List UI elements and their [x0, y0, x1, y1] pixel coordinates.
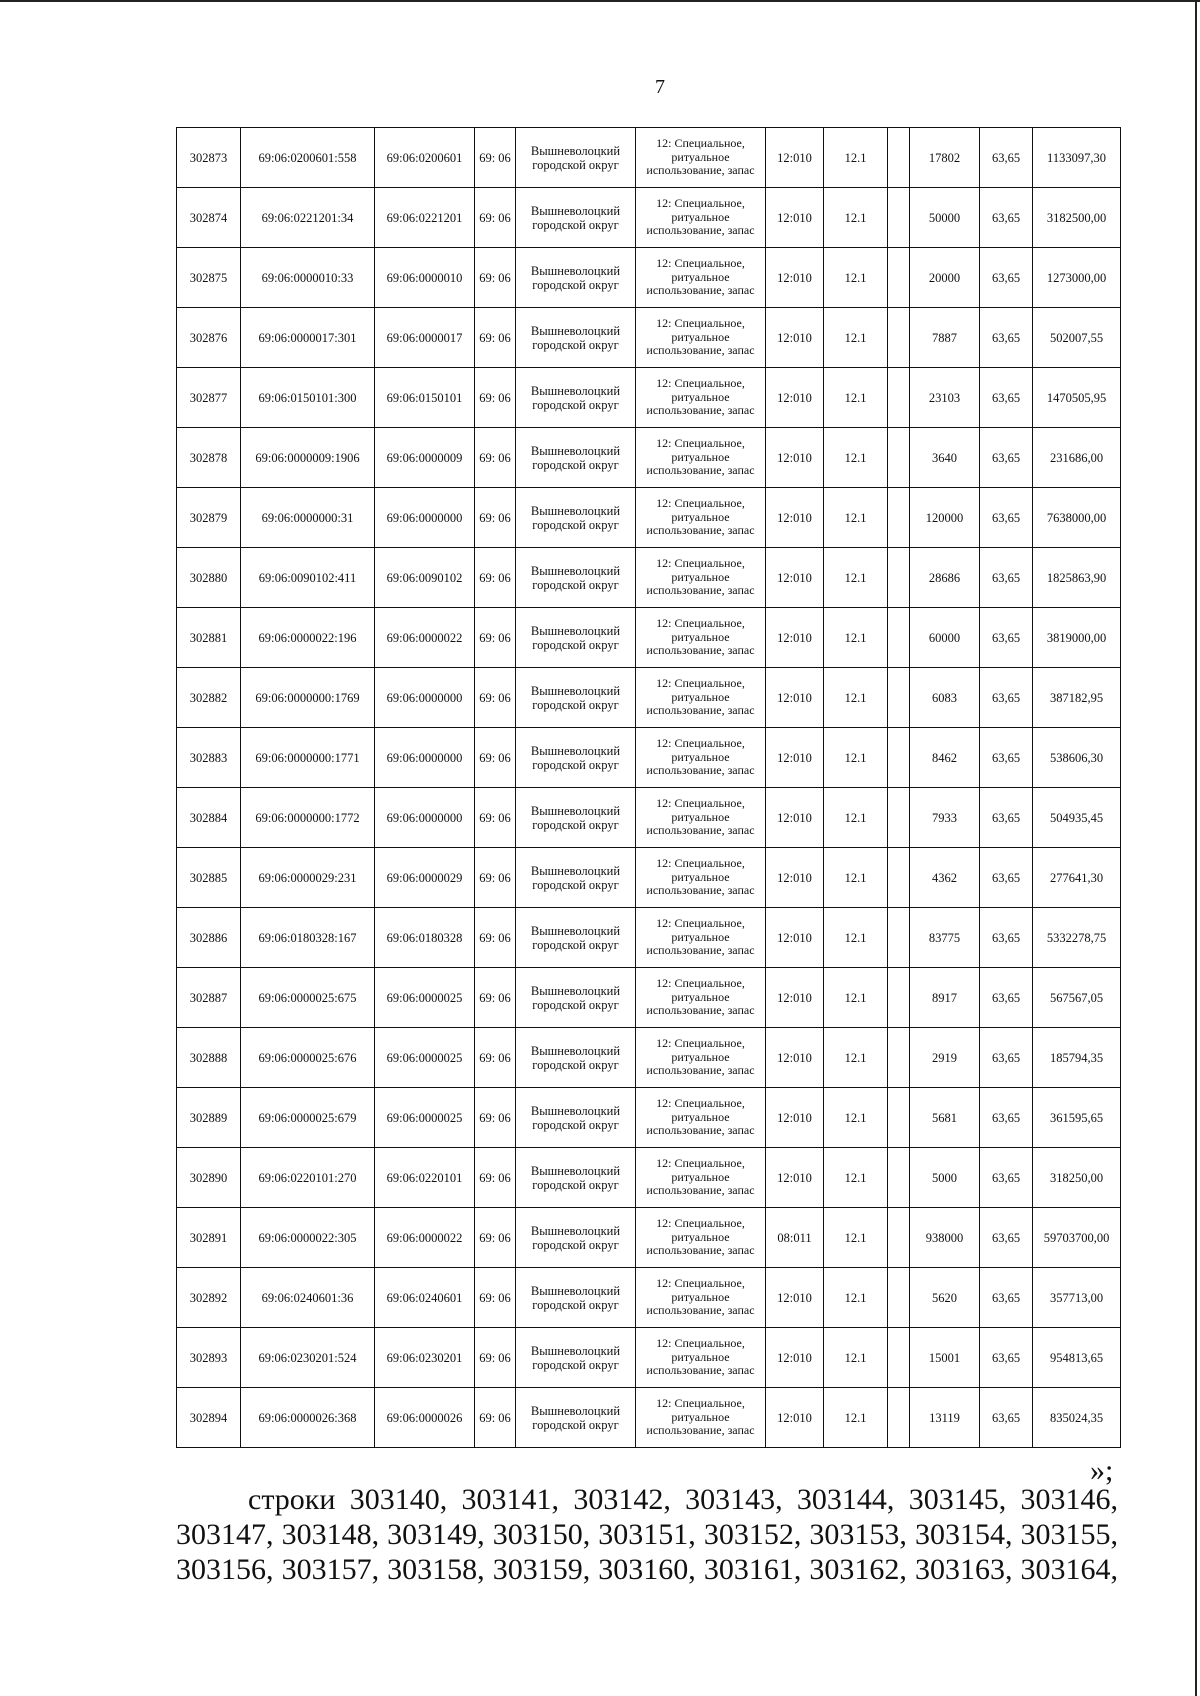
area-cell: 60000	[910, 608, 980, 668]
row-id-cell: 302887	[177, 968, 241, 1028]
table-row	[177, 1328, 1121, 1388]
specific-value-cell: 63,65	[980, 608, 1033, 668]
cadastral-quarter-cell: 69:06:0000025	[375, 1028, 475, 1088]
municipality-cell: Вышневолоцкий городской округ	[516, 548, 636, 608]
row-id-cell: 302882	[177, 668, 241, 728]
cadastral-number-cell: 69:06:0000017:301	[241, 308, 375, 368]
region-code-cell: 69: 06	[475, 548, 516, 608]
empty-cell	[888, 668, 910, 728]
land-use-cell: 12: Специальное, ритуальное использование, запас	[636, 608, 766, 668]
region-code-cell: 69: 06	[475, 1388, 516, 1448]
group-code-cell: 12.1	[824, 788, 888, 848]
land-use-cell: 12: Специальное, ритуальное использование, запас	[636, 128, 766, 188]
group-code-cell: 12.1	[824, 368, 888, 428]
group-code-cell: 12.1	[824, 1268, 888, 1328]
use-code-cell: 12:010	[766, 1148, 824, 1208]
region-code-cell: 69: 06	[475, 848, 516, 908]
use-code-cell: 08:011	[766, 1208, 824, 1268]
row-id-cell: 302892	[177, 1268, 241, 1328]
cadastral-value-cell: 387182,95	[1033, 668, 1121, 728]
table-row	[177, 368, 1121, 428]
specific-value-cell: 63,65	[980, 488, 1033, 548]
table-row	[177, 908, 1121, 968]
region-code-cell: 69: 06	[475, 968, 516, 1028]
group-code-cell: 12.1	[824, 248, 888, 308]
municipality-cell: Вышневолоцкий городской округ	[516, 908, 636, 968]
empty-cell	[888, 368, 910, 428]
group-code-cell: 12.1	[824, 488, 888, 548]
cadastral-quarter-cell: 69:06:0000000	[375, 488, 475, 548]
region-code-cell: 69: 06	[475, 368, 516, 428]
table-body	[177, 128, 1121, 1448]
empty-cell	[888, 1208, 910, 1268]
page-number: 7	[655, 76, 665, 98]
empty-cell	[888, 848, 910, 908]
cadastral-value-cell: 59703700,00	[1033, 1208, 1121, 1268]
table-row	[177, 1028, 1121, 1088]
specific-value-cell: 63,65	[980, 788, 1033, 848]
cadastral-number-cell: 69:06:0180328:167	[241, 908, 375, 968]
land-use-cell: 12: Специальное, ритуальное использование, запас	[636, 1328, 766, 1388]
page-right-border	[1195, 0, 1197, 1696]
group-code-cell: 12.1	[824, 1208, 888, 1268]
area-cell: 938000	[910, 1208, 980, 1268]
specific-value-cell: 63,65	[980, 668, 1033, 728]
municipality-cell: Вышневолоцкий городской округ	[516, 608, 636, 668]
cadastral-number-cell: 69:06:0000000:1772	[241, 788, 375, 848]
group-code-cell: 12.1	[824, 668, 888, 728]
empty-cell	[888, 968, 910, 1028]
land-use-cell: 12: Специальное, ритуальное использование, запас	[636, 1268, 766, 1328]
municipality-cell: Вышневолоцкий городской округ	[516, 428, 636, 488]
table-row	[177, 488, 1121, 548]
land-use-cell: 12: Специальное, ритуальное использование, запас	[636, 188, 766, 248]
area-cell: 23103	[910, 368, 980, 428]
land-use-cell: 12: Специальное, ритуальное использование, запас	[636, 668, 766, 728]
table-row	[177, 1268, 1121, 1328]
municipality-cell: Вышневолоцкий городской округ	[516, 1388, 636, 1448]
cadastral-value-cell: 1133097,30	[1033, 128, 1121, 188]
cadastral-quarter-cell: 69:06:0090102	[375, 548, 475, 608]
row-id-cell: 302873	[177, 128, 241, 188]
municipality-cell: Вышневолоцкий городской округ	[516, 668, 636, 728]
municipality-cell: Вышневолоцкий городской округ	[516, 1328, 636, 1388]
group-code-cell: 12.1	[824, 308, 888, 368]
row-id-cell: 302880	[177, 548, 241, 608]
group-code-cell: 12.1	[824, 1328, 888, 1388]
cadastral-quarter-cell: 69:06:0240601	[375, 1268, 475, 1328]
area-cell: 8917	[910, 968, 980, 1028]
use-code-cell: 12:010	[766, 1088, 824, 1148]
municipality-cell: Вышневолоцкий городской округ	[516, 1028, 636, 1088]
table-row	[177, 428, 1121, 488]
cadastral-number-cell: 69:06:0000029:231	[241, 848, 375, 908]
specific-value-cell: 63,65	[980, 1028, 1033, 1088]
cadastral-number-cell: 69:06:0000025:675	[241, 968, 375, 1028]
row-id-cell: 302889	[177, 1088, 241, 1148]
use-code-cell: 12:010	[766, 1388, 824, 1448]
municipality-cell: Вышневолоцкий городской округ	[516, 308, 636, 368]
cadastral-quarter-cell: 69:06:0200601	[375, 128, 475, 188]
area-cell: 3640	[910, 428, 980, 488]
specific-value-cell: 63,65	[980, 1148, 1033, 1208]
cadastral-quarter-cell: 69:06:0000000	[375, 728, 475, 788]
row-id-cell: 302881	[177, 608, 241, 668]
use-code-cell: 12:010	[766, 188, 824, 248]
land-use-cell: 12: Специальное, ритуальное использование, запас	[636, 488, 766, 548]
specific-value-cell: 63,65	[980, 1208, 1033, 1268]
land-use-cell: 12: Специальное, ритуальное использование, запас	[636, 368, 766, 428]
empty-cell	[888, 1328, 910, 1388]
cadastral-quarter-cell: 69:06:0000009	[375, 428, 475, 488]
group-code-cell: 12.1	[824, 1028, 888, 1088]
cadastral-value-cell: 835024,35	[1033, 1388, 1121, 1448]
cadastral-number-cell: 69:06:0000025:679	[241, 1088, 375, 1148]
municipality-cell: Вышневолоцкий городской округ	[516, 788, 636, 848]
table-row	[177, 128, 1121, 188]
area-cell: 2919	[910, 1028, 980, 1088]
empty-cell	[888, 728, 910, 788]
cadastral-value-cell: 567567,05	[1033, 968, 1121, 1028]
cadastral-quarter-cell: 69:06:0000017	[375, 308, 475, 368]
specific-value-cell: 63,65	[980, 188, 1033, 248]
table-row	[177, 1208, 1121, 1268]
use-code-cell: 12:010	[766, 1328, 824, 1388]
land-use-cell: 12: Специальное, ритуальное использование, запас	[636, 548, 766, 608]
municipality-cell: Вышневолоцкий городской округ	[516, 488, 636, 548]
region-code-cell: 69: 06	[475, 1028, 516, 1088]
region-code-cell: 69: 06	[475, 188, 516, 248]
group-code-cell: 12.1	[824, 548, 888, 608]
land-use-cell: 12: Специальное, ритуальное использование, запас	[636, 788, 766, 848]
use-code-cell: 12:010	[766, 848, 824, 908]
empty-cell	[888, 188, 910, 248]
cadastral-number-cell: 69:06:0000022:305	[241, 1208, 375, 1268]
land-use-cell: 12: Специальное, ритуальное использование, запас	[636, 1028, 766, 1088]
amendment-paragraph	[176, 1482, 1118, 1587]
cadastral-value-cell: 1470505,95	[1033, 368, 1121, 428]
area-cell: 7933	[910, 788, 980, 848]
group-code-cell: 12.1	[824, 188, 888, 248]
empty-cell	[888, 248, 910, 308]
group-code-cell: 12.1	[824, 728, 888, 788]
specific-value-cell: 63,65	[980, 1328, 1033, 1388]
empty-cell	[888, 128, 910, 188]
group-code-cell: 12.1	[824, 968, 888, 1028]
use-code-cell: 12:010	[766, 608, 824, 668]
land-use-cell: 12: Специальное, ритуальное использование, запас	[636, 428, 766, 488]
cadastral-number-cell: 69:06:0240601:36	[241, 1268, 375, 1328]
region-code-cell: 69: 06	[475, 1328, 516, 1388]
empty-cell	[888, 908, 910, 968]
region-code-cell: 69: 06	[475, 728, 516, 788]
table-row	[177, 728, 1121, 788]
group-code-cell: 12.1	[824, 128, 888, 188]
cadastral-number-cell: 69:06:0000022:196	[241, 608, 375, 668]
cadastral-value-cell: 3182500,00	[1033, 188, 1121, 248]
land-use-cell: 12: Специальное, ритуальное использование, запас	[636, 1148, 766, 1208]
cadastral-number-cell: 69:06:0000026:368	[241, 1388, 375, 1448]
cadastral-number-cell: 69:06:0000009:1906	[241, 428, 375, 488]
area-cell: 4362	[910, 848, 980, 908]
cadastral-value-cell: 1273000,00	[1033, 248, 1121, 308]
row-id-cell: 302875	[177, 248, 241, 308]
cadastral-quarter-cell: 69:06:0000010	[375, 248, 475, 308]
table-row	[177, 1388, 1121, 1448]
use-code-cell: 12:010	[766, 788, 824, 848]
use-code-cell: 12:010	[766, 128, 824, 188]
land-use-cell: 12: Специальное, ритуальное использование, запас	[636, 1388, 766, 1448]
group-code-cell: 12.1	[824, 608, 888, 668]
area-cell: 7887	[910, 308, 980, 368]
region-code-cell: 69: 06	[475, 1268, 516, 1328]
cadastral-quarter-cell: 69:06:0000000	[375, 668, 475, 728]
region-code-cell: 69: 06	[475, 248, 516, 308]
table-row	[177, 548, 1121, 608]
specific-value-cell: 63,65	[980, 128, 1033, 188]
cadastral-number-cell: 69:06:0000025:676	[241, 1028, 375, 1088]
paragraph-line: строки 303140, 303141, 303142, 303143, 303144, 303145, 303146,	[248, 1483, 1118, 1516]
specific-value-cell: 63,65	[980, 968, 1033, 1028]
specific-value-cell: 63,65	[980, 1268, 1033, 1328]
table-row	[177, 1088, 1121, 1148]
use-code-cell: 12:010	[766, 968, 824, 1028]
municipality-cell: Вышневолоцкий городской округ	[516, 248, 636, 308]
municipality-cell: Вышневолоцкий городской округ	[516, 188, 636, 248]
table-row	[177, 668, 1121, 728]
row-id-cell: 302874	[177, 188, 241, 248]
land-use-cell: 12: Специальное, ритуальное использование, запас	[636, 968, 766, 1028]
row-id-cell: 302876	[177, 308, 241, 368]
municipality-cell: Вышневолоцкий городской округ	[516, 128, 636, 188]
cadastral-value-cell: 5332278,75	[1033, 908, 1121, 968]
use-code-cell: 12:010	[766, 728, 824, 788]
land-use-cell: 12: Специальное, ритуальное использование, запас	[636, 848, 766, 908]
cadastral-quarter-cell: 69:06:0000029	[375, 848, 475, 908]
land-use-cell: 12: Специальное, ритуальное использование, запас	[636, 908, 766, 968]
region-code-cell: 69: 06	[475, 428, 516, 488]
cadastral-value-cell: 231686,00	[1033, 428, 1121, 488]
area-cell: 17802	[910, 128, 980, 188]
cadastral-value-cell: 954813,65	[1033, 1328, 1121, 1388]
area-cell: 5000	[910, 1148, 980, 1208]
cadastral-number-cell: 69:06:0220101:270	[241, 1148, 375, 1208]
region-code-cell: 69: 06	[475, 668, 516, 728]
land-use-cell: 12: Специальное, ритуальное использование, запас	[636, 728, 766, 788]
municipality-cell: Вышневолоцкий городской округ	[516, 1088, 636, 1148]
region-code-cell: 69: 06	[475, 488, 516, 548]
empty-cell	[888, 788, 910, 848]
table-row	[177, 188, 1121, 248]
use-code-cell: 12:010	[766, 248, 824, 308]
municipality-cell: Вышневолоцкий городской округ	[516, 968, 636, 1028]
group-code-cell: 12.1	[824, 908, 888, 968]
area-cell: 120000	[910, 488, 980, 548]
land-use-cell: 12: Специальное, ритуальное использование, запас	[636, 1208, 766, 1268]
row-id-cell: 302886	[177, 908, 241, 968]
region-code-cell: 69: 06	[475, 1088, 516, 1148]
cadastral-number-cell: 69:06:0000000:31	[241, 488, 375, 548]
use-code-cell: 12:010	[766, 308, 824, 368]
specific-value-cell: 63,65	[980, 368, 1033, 428]
table-row	[177, 848, 1121, 908]
cadastral-value-cell: 502007,55	[1033, 308, 1121, 368]
use-code-cell: 12:010	[766, 548, 824, 608]
cadastral-quarter-cell: 69:06:0150101	[375, 368, 475, 428]
row-id-cell: 302884	[177, 788, 241, 848]
cadastral-quarter-cell: 69:06:0230201	[375, 1328, 475, 1388]
area-cell: 20000	[910, 248, 980, 308]
area-cell: 5620	[910, 1268, 980, 1328]
row-id-cell: 302879	[177, 488, 241, 548]
use-code-cell: 12:010	[766, 1028, 824, 1088]
cadastral-quarter-cell: 69:06:0000000	[375, 788, 475, 848]
specific-value-cell: 63,65	[980, 1388, 1033, 1448]
table-row	[177, 248, 1121, 308]
cadastral-number-cell: 69:06:0221201:34	[241, 188, 375, 248]
land-use-cell: 12: Специальное, ритуальное использование, запас	[636, 248, 766, 308]
table-row	[177, 1148, 1121, 1208]
specific-value-cell: 63,65	[980, 1088, 1033, 1148]
group-code-cell: 12.1	[824, 1388, 888, 1448]
municipality-cell: Вышневолоцкий городской округ	[516, 848, 636, 908]
municipality-cell: Вышневолоцкий городской округ	[516, 1268, 636, 1328]
cadastral-value-cell: 504935,45	[1033, 788, 1121, 848]
page-top-border	[0, 0, 1200, 2]
cadastral-quarter-cell: 69:06:0180328	[375, 908, 475, 968]
table-row	[177, 308, 1121, 368]
specific-value-cell: 63,65	[980, 548, 1033, 608]
cadastral-number-cell: 69:06:0090102:411	[241, 548, 375, 608]
closing-quote: »;	[1090, 1454, 1114, 1487]
row-id-cell: 302883	[177, 728, 241, 788]
municipality-cell: Вышневолоцкий городской округ	[516, 1208, 636, 1268]
use-code-cell: 12:010	[766, 1268, 824, 1328]
cadastral-quarter-cell: 69:06:0000026	[375, 1388, 475, 1448]
specific-value-cell: 63,65	[980, 908, 1033, 968]
cadastral-number-cell: 69:06:0230201:524	[241, 1328, 375, 1388]
row-id-cell: 302891	[177, 1208, 241, 1268]
group-code-cell: 12.1	[824, 428, 888, 488]
use-code-cell: 12:010	[766, 908, 824, 968]
land-use-cell: 12: Специальное, ритуальное использование, запас	[636, 308, 766, 368]
cadastral-value-cell: 318250,00	[1033, 1148, 1121, 1208]
table-row	[177, 968, 1121, 1028]
cadastral-number-cell: 69:06:0000000:1771	[241, 728, 375, 788]
use-code-cell: 12:010	[766, 488, 824, 548]
table-row	[177, 608, 1121, 668]
cadastral-value-cell: 1825863,90	[1033, 548, 1121, 608]
paragraph-line: 303147, 303148, 303149, 303150, 303151, 303152, 303153, 303154, 303155,	[176, 1518, 1118, 1551]
region-code-cell: 69: 06	[475, 1208, 516, 1268]
specific-value-cell: 63,65	[980, 848, 1033, 908]
group-code-cell: 12.1	[824, 1088, 888, 1148]
empty-cell	[888, 1028, 910, 1088]
area-cell: 8462	[910, 728, 980, 788]
row-id-cell: 302894	[177, 1388, 241, 1448]
cadastral-value-cell: 361595,65	[1033, 1088, 1121, 1148]
area-cell: 28686	[910, 548, 980, 608]
cadastral-quarter-cell: 69:06:0000022	[375, 1208, 475, 1268]
specific-value-cell: 63,65	[980, 248, 1033, 308]
municipality-cell: Вышневолоцкий городской округ	[516, 728, 636, 788]
cadastral-number-cell: 69:06:0200601:558	[241, 128, 375, 188]
region-code-cell: 69: 06	[475, 908, 516, 968]
cadastral-number-cell: 69:06:0000010:33	[241, 248, 375, 308]
row-id-cell: 302885	[177, 848, 241, 908]
region-code-cell: 69: 06	[475, 608, 516, 668]
cadastral-value-table	[176, 127, 1121, 1448]
row-id-cell: 302888	[177, 1028, 241, 1088]
area-cell: 5681	[910, 1088, 980, 1148]
area-cell: 83775	[910, 908, 980, 968]
cadastral-value-cell: 277641,30	[1033, 848, 1121, 908]
region-code-cell: 69: 06	[475, 788, 516, 848]
paragraph-line: 303156, 303157, 303158, 303159, 303160, 303161, 303162, 303163, 303164,	[176, 1553, 1118, 1586]
region-code-cell: 69: 06	[475, 1148, 516, 1208]
specific-value-cell: 63,65	[980, 308, 1033, 368]
municipality-cell: Вышневолоцкий городской округ	[516, 368, 636, 428]
specific-value-cell: 63,65	[980, 428, 1033, 488]
cadastral-value-cell: 357713,00	[1033, 1268, 1121, 1328]
cadastral-number-cell: 69:06:0150101:300	[241, 368, 375, 428]
empty-cell	[888, 428, 910, 488]
empty-cell	[888, 1148, 910, 1208]
region-code-cell: 69: 06	[475, 128, 516, 188]
cadastral-value-cell: 3819000,00	[1033, 608, 1121, 668]
area-cell: 15001	[910, 1328, 980, 1388]
row-id-cell: 302877	[177, 368, 241, 428]
region-code-cell: 69: 06	[475, 308, 516, 368]
empty-cell	[888, 308, 910, 368]
empty-cell	[888, 608, 910, 668]
group-code-cell: 12.1	[824, 848, 888, 908]
empty-cell	[888, 1388, 910, 1448]
group-code-cell: 12.1	[824, 1148, 888, 1208]
cadastral-value-cell: 185794,35	[1033, 1028, 1121, 1088]
cadastral-quarter-cell: 69:06:0000025	[375, 1088, 475, 1148]
cadastral-quarter-cell: 69:06:0220101	[375, 1148, 475, 1208]
cadastral-value-cell: 7638000,00	[1033, 488, 1121, 548]
use-code-cell: 12:010	[766, 428, 824, 488]
cadastral-number-cell: 69:06:0000000:1769	[241, 668, 375, 728]
empty-cell	[888, 1088, 910, 1148]
area-cell: 13119	[910, 1388, 980, 1448]
use-code-cell: 12:010	[766, 368, 824, 428]
empty-cell	[888, 1268, 910, 1328]
table-row	[177, 788, 1121, 848]
row-id-cell: 302893	[177, 1328, 241, 1388]
land-use-cell: 12: Специальное, ритуальное использование, запас	[636, 1088, 766, 1148]
specific-value-cell: 63,65	[980, 728, 1033, 788]
use-code-cell: 12:010	[766, 668, 824, 728]
cadastral-quarter-cell: 69:06:0221201	[375, 188, 475, 248]
area-cell: 6083	[910, 668, 980, 728]
cadastral-quarter-cell: 69:06:0000022	[375, 608, 475, 668]
row-id-cell: 302878	[177, 428, 241, 488]
municipality-cell: Вышневолоцкий городской округ	[516, 1148, 636, 1208]
area-cell: 50000	[910, 188, 980, 248]
empty-cell	[888, 488, 910, 548]
cadastral-value-cell: 538606,30	[1033, 728, 1121, 788]
row-id-cell: 302890	[177, 1148, 241, 1208]
empty-cell	[888, 548, 910, 608]
cadastral-quarter-cell: 69:06:0000025	[375, 968, 475, 1028]
